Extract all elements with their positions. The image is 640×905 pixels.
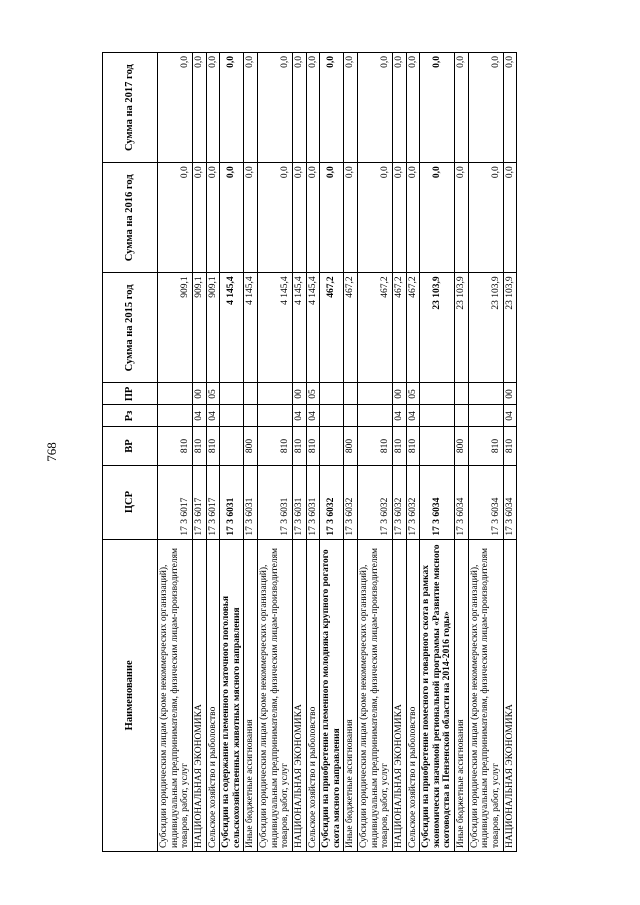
- table-row: [420, 53, 455, 852]
- cell-pr: [455, 383, 469, 405]
- cell-sum-2016: 0,0: [503, 163, 517, 273]
- budget-table: [102, 52, 517, 852]
- cell-csr: 17 3 6032: [358, 465, 393, 539]
- cell-sum-2017: 0,0: [455, 53, 469, 163]
- cell-sum-2017: 0,0: [206, 53, 220, 163]
- table-row: [206, 53, 220, 852]
- cell-sum-2015: 467,2: [406, 273, 420, 383]
- cell-sum-2016: 0,0: [392, 163, 406, 273]
- cell-vr: 810: [358, 427, 393, 465]
- header-sum-2015: Сумма на 2015 год: [103, 273, 158, 383]
- cell-name: Субсидии юридическим лицам (кроме некоммерческих организаций), индивидуальным предпринимателям, физическим лицам-производителям товаров, работ, услуг: [258, 539, 293, 851]
- cell-sum-2017: 0,0: [392, 53, 406, 163]
- cell-name: Субсидии на содержание племенного маточного поголовья сельскохозяйственных животных мясного направления: [220, 539, 244, 851]
- table-row: [292, 53, 306, 852]
- cell-vr: 810: [406, 427, 420, 465]
- cell-pr: 00: [192, 383, 206, 405]
- cell-rz: [158, 405, 193, 427]
- cell-pr: [468, 383, 503, 405]
- table-header-row: [103, 53, 158, 852]
- cell-vr: 810: [292, 427, 306, 465]
- cell-sum-2015: 467,2: [392, 273, 406, 383]
- cell-csr: 17 3 6034: [468, 465, 503, 539]
- rotated-table-container: [102, 52, 566, 852]
- table-row: [192, 53, 206, 852]
- header-csr: ЦСР: [103, 465, 158, 539]
- cell-name: Субсидии юридическим лицам (кроме некоммерческих организаций), индивидуальным предпринимателям, физическим лицам-производителям товаров, работ, услуг: [358, 539, 393, 851]
- cell-sum-2015: 909,1: [192, 273, 206, 383]
- cell-rz: [420, 405, 455, 427]
- cell-sum-2015: 23 103,9: [420, 273, 455, 383]
- cell-sum-2016: 0,0: [306, 163, 320, 273]
- cell-rz: 04: [306, 405, 320, 427]
- cell-rz: 04: [292, 405, 306, 427]
- cell-rz: [344, 405, 358, 427]
- cell-sum-2015: 23 103,9: [468, 273, 503, 383]
- cell-vr: 800: [344, 427, 358, 465]
- header-sum-2016: Сумма на 2016 год: [103, 163, 158, 273]
- cell-vr: 800: [455, 427, 469, 465]
- cell-pr: 00: [392, 383, 406, 405]
- cell-sum-2017: 0,0: [258, 53, 293, 163]
- cell-rz: [244, 405, 258, 427]
- cell-csr: 17 3 6017: [206, 465, 220, 539]
- cell-csr: 17 3 6034: [455, 465, 469, 539]
- cell-sum-2016: 0,0: [320, 163, 344, 273]
- cell-sum-2016: 0,0: [206, 163, 220, 273]
- cell-sum-2017: 0,0: [420, 53, 455, 163]
- cell-sum-2015: 23 103,9: [455, 273, 469, 383]
- cell-sum-2016: 0,0: [220, 163, 244, 273]
- table-row: [320, 53, 344, 852]
- cell-sum-2016: 0,0: [192, 163, 206, 273]
- cell-csr: 17 3 6031: [292, 465, 306, 539]
- cell-csr: 17 3 6017: [192, 465, 206, 539]
- cell-csr: 17 3 6017: [158, 465, 193, 539]
- cell-sum-2017: 0,0: [220, 53, 244, 163]
- cell-csr: 17 3 6031: [220, 465, 244, 539]
- cell-vr: 810: [158, 427, 193, 465]
- cell-name: Сельское хозяйство и рыболовство: [306, 539, 320, 851]
- cell-sum-2015: 467,2: [358, 273, 393, 383]
- cell-vr: 810: [258, 427, 293, 465]
- cell-rz: [320, 405, 344, 427]
- table-row: [344, 53, 358, 852]
- cell-sum-2015: 909,1: [158, 273, 193, 383]
- cell-name: Иные бюджетные ассигнования: [344, 539, 358, 851]
- table-row: [392, 53, 406, 852]
- header-sum-2017: Сумма на 2017 год: [103, 53, 158, 163]
- cell-csr: 17 3 6034: [503, 465, 517, 539]
- cell-name: Субсидии на приобретение племенного молодняка крупного рогатого скота мясного направления: [320, 539, 344, 851]
- cell-vr: 810: [392, 427, 406, 465]
- cell-sum-2016: 0,0: [455, 163, 469, 273]
- cell-name: Сельское хозяйство и рыболовство: [406, 539, 420, 851]
- cell-sum-2017: 0,0: [192, 53, 206, 163]
- cell-sum-2017: 0,0: [158, 53, 193, 163]
- cell-rz: [468, 405, 503, 427]
- cell-sum-2015: 467,2: [320, 273, 344, 383]
- table-row: [244, 53, 258, 852]
- page-number: 768: [44, 442, 59, 462]
- header-rz: Рз: [103, 405, 158, 427]
- cell-pr: [420, 383, 455, 405]
- cell-pr: 05: [206, 383, 220, 405]
- cell-sum-2017: 0,0: [292, 53, 306, 163]
- table-row: [158, 53, 193, 852]
- cell-name: Субсидии юридическим лицам (кроме некоммерческих организаций), индивидуальным предпринимателям, физическим лицам-производителям товаров, работ, услуг: [158, 539, 193, 851]
- header-name: Наименование: [103, 539, 158, 851]
- cell-vr: 810: [503, 427, 517, 465]
- cell-csr: 17 3 6032: [344, 465, 358, 539]
- cell-sum-2016: 0,0: [420, 163, 455, 273]
- cell-sum-2015: 23 103,9: [503, 273, 517, 383]
- cell-name: Иные бюджетные ассигнования: [244, 539, 258, 851]
- table-row: [220, 53, 244, 852]
- cell-rz: [258, 405, 293, 427]
- header-pr: ПР: [103, 383, 158, 405]
- cell-rz: 04: [392, 405, 406, 427]
- cell-csr: 17 3 6031: [244, 465, 258, 539]
- cell-name: НАЦИОНАЛЬНАЯ ЭКОНОМИКА: [392, 539, 406, 851]
- cell-pr: [258, 383, 293, 405]
- cell-sum-2017: 0,0: [503, 53, 517, 163]
- cell-vr: [220, 427, 244, 465]
- cell-vr: 810: [306, 427, 320, 465]
- cell-sum-2017: 0,0: [320, 53, 344, 163]
- cell-pr: [244, 383, 258, 405]
- cell-sum-2016: 0,0: [292, 163, 306, 273]
- table-row: [503, 53, 517, 852]
- cell-sum-2016: 0,0: [244, 163, 258, 273]
- cell-sum-2017: 0,0: [344, 53, 358, 163]
- cell-pr: [158, 383, 193, 405]
- cell-name: Иные бюджетные ассигнования: [455, 539, 469, 851]
- table-row: [358, 53, 393, 852]
- cell-sum-2016: 0,0: [158, 163, 193, 273]
- cell-sum-2015: 4 145,4: [258, 273, 293, 383]
- cell-csr: 17 3 6034: [420, 465, 455, 539]
- cell-rz: 04: [206, 405, 220, 427]
- cell-sum-2017: 0,0: [306, 53, 320, 163]
- table-row: [306, 53, 320, 852]
- table-row: [468, 53, 503, 852]
- cell-name: НАЦИОНАЛЬНАЯ ЭКОНОМИКА: [192, 539, 206, 851]
- cell-sum-2016: 0,0: [258, 163, 293, 273]
- cell-pr: 05: [406, 383, 420, 405]
- cell-sum-2015: 4 145,4: [292, 273, 306, 383]
- cell-sum-2016: 0,0: [468, 163, 503, 273]
- cell-sum-2015: 4 145,4: [220, 273, 244, 383]
- cell-sum-2016: 0,0: [406, 163, 420, 273]
- cell-sum-2016: 0,0: [358, 163, 393, 273]
- cell-vr: 810: [468, 427, 503, 465]
- cell-rz: 04: [192, 405, 206, 427]
- cell-name: НАЦИОНАЛЬНАЯ ЭКОНОМИКА: [292, 539, 306, 851]
- cell-sum-2015: 4 145,4: [244, 273, 258, 383]
- cell-pr: 05: [306, 383, 320, 405]
- cell-csr: 17 3 6031: [258, 465, 293, 539]
- table-row: [406, 53, 420, 852]
- cell-pr: [220, 383, 244, 405]
- cell-rz: 04: [503, 405, 517, 427]
- cell-pr: [358, 383, 393, 405]
- cell-sum-2017: 0,0: [358, 53, 393, 163]
- cell-pr: [320, 383, 344, 405]
- cell-sum-2016: 0,0: [344, 163, 358, 273]
- cell-name: НАЦИОНАЛЬНАЯ ЭКОНОМИКА: [503, 539, 517, 851]
- table-row: [455, 53, 469, 852]
- cell-rz: 04: [406, 405, 420, 427]
- cell-csr: 17 3 6031: [306, 465, 320, 539]
- cell-name: Субсидии юридическим лицам (кроме некоммерческих организаций), индивидуальным предпринимателям, физическим лицам-производителям товаров, работ, услуг: [468, 539, 503, 851]
- cell-pr: [344, 383, 358, 405]
- cell-sum-2015: 4 145,4: [306, 273, 320, 383]
- table-body: [158, 53, 517, 852]
- cell-csr: 17 3 6032: [320, 465, 344, 539]
- cell-rz: [220, 405, 244, 427]
- cell-vr: 810: [192, 427, 206, 465]
- cell-vr: 800: [244, 427, 258, 465]
- cell-name: Сельское хозяйство и рыболовство: [206, 539, 220, 851]
- cell-sum-2017: 0,0: [468, 53, 503, 163]
- cell-sum-2017: 0,0: [406, 53, 420, 163]
- cell-sum-2017: 0,0: [244, 53, 258, 163]
- cell-rz: [358, 405, 393, 427]
- cell-csr: 17 3 6032: [406, 465, 420, 539]
- cell-csr: 17 3 6032: [392, 465, 406, 539]
- cell-sum-2015: 909,1: [206, 273, 220, 383]
- table-row: [258, 53, 293, 852]
- cell-sum-2015: 467,2: [344, 273, 358, 383]
- header-vr: ВР: [103, 427, 158, 465]
- cell-rz: [455, 405, 469, 427]
- cell-pr: 00: [503, 383, 517, 405]
- cell-vr: [420, 427, 455, 465]
- cell-name: Субсидии на приобретение помесного и товарного скота в рамках экономически значимой региональной программы «Развитие мясного скотоводства в Пензенской области на 2014-2016 годы»: [420, 539, 455, 851]
- cell-vr: [320, 427, 344, 465]
- cell-vr: 810: [206, 427, 220, 465]
- cell-pr: 00: [292, 383, 306, 405]
